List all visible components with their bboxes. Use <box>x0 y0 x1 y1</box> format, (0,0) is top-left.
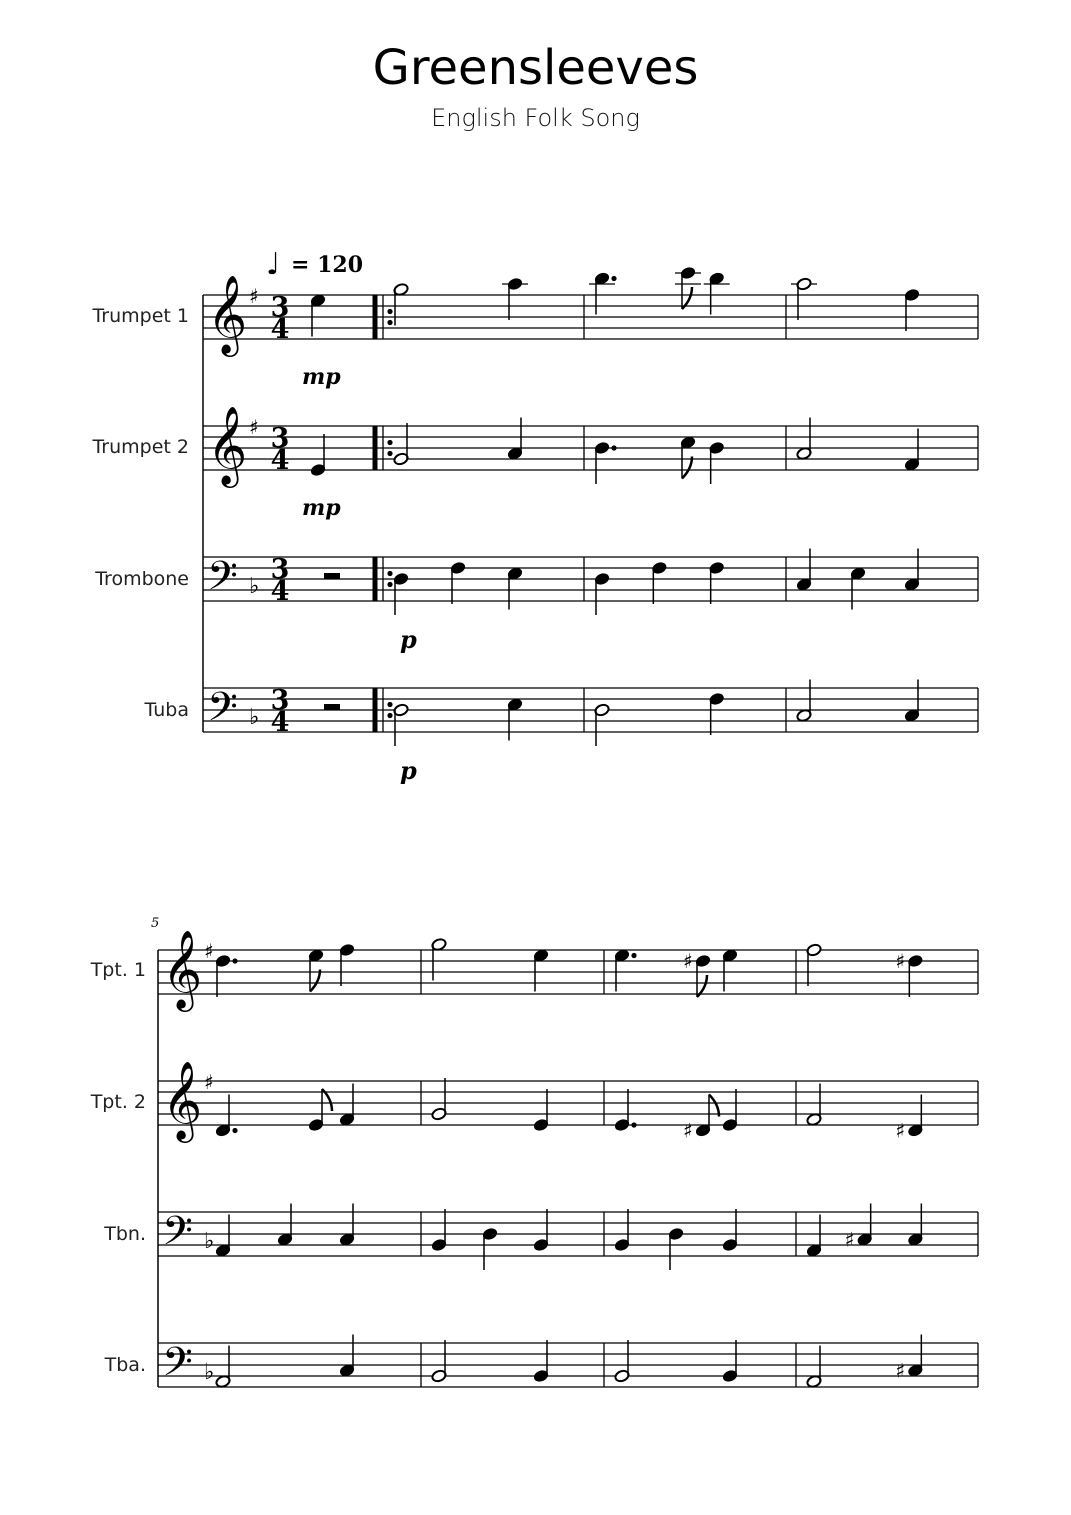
repeat-dot <box>387 440 392 445</box>
accidental-sharp: ♯ <box>844 1227 855 1252</box>
measure-number: 5 <box>151 916 160 931</box>
accidental-sharp: ♯ <box>895 1358 906 1383</box>
accidental-sharp: ♯ <box>895 949 906 973</box>
instrument-label-tpt-2: Tpt. 2 <box>90 1091 146 1113</box>
tempo-note-glyph: ♩ <box>266 247 281 282</box>
key-signature-sharp: ♯ <box>249 415 259 439</box>
time-signature-denominator: 4 <box>270 314 290 345</box>
dynamic-trumpet-1: mp <box>302 364 341 390</box>
key-signature-sharp: ♯ <box>204 1070 214 1094</box>
repeat-dot <box>387 702 392 707</box>
time-signature-denominator: 4 <box>270 445 290 476</box>
key-signature-flat: ♭ <box>204 1360 215 1385</box>
treble-clef: 𝄞 <box>207 275 248 354</box>
augmentation-dot <box>611 445 616 450</box>
repeat-dot <box>387 571 392 576</box>
eighth-flag <box>310 970 320 992</box>
instrument-label-tbn: Tbn. <box>104 1223 146 1245</box>
dynamic-tuba: p <box>400 756 417 785</box>
repeat-dot <box>387 582 392 587</box>
instrument-label-trumpet-2: Trumpet 2 <box>92 436 189 458</box>
key-signature-flat: ♭ <box>249 705 260 730</box>
treble-clef: 𝄞 <box>162 930 203 1009</box>
eighth-flag <box>709 1095 719 1117</box>
augmentation-dot <box>631 1122 636 1127</box>
augmentation-dot <box>631 953 636 958</box>
accidental-sharp: ♯ <box>895 1118 906 1143</box>
eighth-flag <box>682 457 692 479</box>
treble-clef: 𝄞 <box>162 1061 203 1140</box>
score-subtitle: English Folk Song <box>431 104 640 132</box>
bass-clef: 𝄢 <box>162 1208 193 1264</box>
half-rest <box>324 573 340 579</box>
dynamic-trombone: p <box>400 625 417 654</box>
accidental-sharp: ♯ <box>683 1118 693 1143</box>
half-rest <box>324 704 340 710</box>
instrument-label-tba: Tba. <box>104 1354 146 1376</box>
augmentation-dot <box>232 1128 237 1133</box>
time-signature-numerator: 3 <box>270 292 290 323</box>
bass-clef: 𝄢 <box>207 553 238 609</box>
key-signature-sharp: ♯ <box>249 284 259 308</box>
augmentation-dot <box>611 276 616 281</box>
dynamic-trumpet-2: mp <box>302 495 341 521</box>
instrument-label-tpt-1: Tpt. 1 <box>90 959 146 981</box>
accidental-sharp: ♯ <box>683 949 693 973</box>
treble-clef: 𝄞 <box>207 406 248 485</box>
time-signature-numerator: 3 <box>270 423 290 454</box>
repeat-dot <box>387 713 392 718</box>
tempo-marking: = 120 <box>291 252 364 278</box>
key-signature-flat: ♭ <box>249 574 260 599</box>
key-signature-sharp: ♯ <box>204 939 214 963</box>
time-signature-numerator: 3 <box>270 685 290 716</box>
augmentation-dot <box>232 958 237 963</box>
time-signature-numerator: 3 <box>270 554 290 585</box>
bass-clef: 𝄢 <box>162 1339 193 1395</box>
score-title: Greensleeves <box>372 40 699 96</box>
repeat-dot <box>387 320 392 325</box>
instrument-label-trombone: Trombone <box>95 568 189 590</box>
bass-clef: 𝄢 <box>207 684 238 740</box>
instrument-label-tuba: Tuba <box>144 699 189 721</box>
time-signature-denominator: 4 <box>270 576 290 607</box>
repeat-dot <box>387 309 392 314</box>
notation-layer <box>158 266 978 1395</box>
instrument-label-trumpet-1: Trumpet 1 <box>92 305 189 327</box>
key-signature-flat: ♭ <box>204 1229 215 1254</box>
repeat-dot <box>387 451 392 456</box>
time-signature-denominator: 4 <box>270 707 290 738</box>
